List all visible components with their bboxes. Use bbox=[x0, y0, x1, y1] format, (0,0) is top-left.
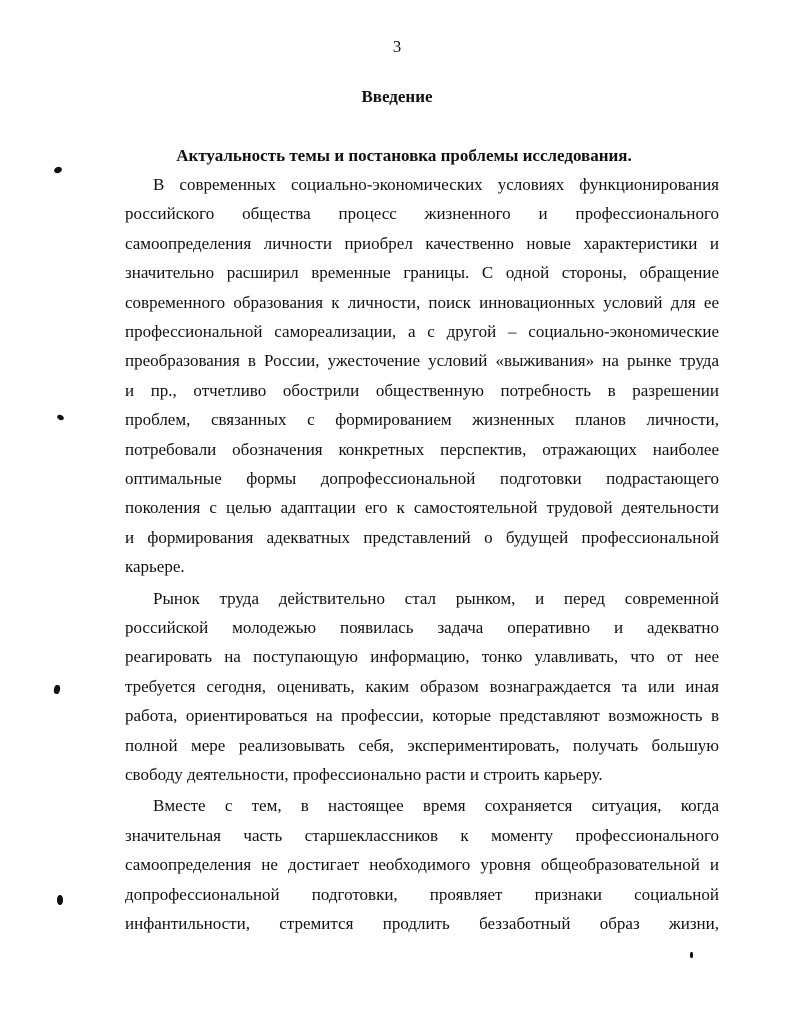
text-line: российской молодежью появилась задача оперативно и адекватно bbox=[125, 618, 719, 637]
text-line: и пр., отчетливо обострили общественную потребность в разрешении bbox=[125, 380, 719, 400]
text-line: инфантильности, стремится продлить беззаботный образ жизни, bbox=[125, 914, 719, 933]
text-line: преобразования в России, ужесточение условий «выживания» на рынке труда bbox=[125, 351, 719, 371]
text-line: потребовали обозначения конкретных перспектив, отражающих наиболее bbox=[125, 439, 719, 459]
section-heading: Актуальность темы и постановка проблемы исследования. bbox=[176, 146, 632, 165]
text-line: Рынок труда действительно стал рынком, и перед современной bbox=[153, 588, 719, 608]
text-line: значительно расширил временные границы. С одной стороны, обращение bbox=[125, 263, 719, 283]
text-line: допрофессиональной подготовки, проявляет признаки социальной bbox=[125, 884, 719, 904]
text-line: полной мере реализовывать себя, экспериментировать, получать большую bbox=[125, 735, 719, 755]
text-line: В современных социально-экономических условиях функционирования bbox=[153, 175, 719, 194]
text-line: работа, ориентироваться на профессии, которые представляют возможность в bbox=[125, 706, 719, 726]
text-line: поколения с целью адаптации его к самостоятельной трудовой деятельности bbox=[125, 498, 719, 518]
text-line: свободу деятельности, профессионально расти и строить карьеру. bbox=[125, 765, 603, 784]
text-line: современного образования к личности, поиск инновационных условий для ее bbox=[125, 292, 719, 312]
text-line: значительная часть старшеклассников к моменту профессионального bbox=[125, 825, 719, 845]
text-line: и формирования адекватных представлений о будущей профессиональной bbox=[125, 527, 719, 547]
scan-speck bbox=[57, 895, 63, 905]
text-line: карьере. bbox=[125, 557, 185, 577]
text-line: профессиональной самореализации, а с другой – социально-экономические bbox=[125, 322, 719, 341]
text-line: Вместе с тем, в настоящее время сохраняется ситуация, когда bbox=[153, 796, 719, 816]
scan-speck bbox=[690, 952, 693, 958]
scan-speck bbox=[56, 414, 64, 421]
text-line: реагировать на поступающую информацию, тонко улавливать, что от нее bbox=[125, 647, 719, 667]
page-title: Введение bbox=[361, 87, 433, 106]
text-line: оптимальные формы допрофессиональной подготовки подрастающего bbox=[125, 469, 719, 488]
page-number: 3 bbox=[392, 37, 402, 56]
text-line: самоопределения личности приобрел качественно новые характеристики и bbox=[125, 233, 719, 253]
text-line: самоопределения не достигает необходимого уровня общеобразовательной и bbox=[125, 855, 719, 875]
text-line: российского общества процесс жизненного и профессионального bbox=[125, 204, 719, 224]
text-line: проблем, связанных с формированием жизненных планов личности, bbox=[125, 410, 719, 430]
scan-speck bbox=[53, 685, 60, 695]
text-line: требуется сегодня, оценивать, каким образом вознаграждается та или иная bbox=[125, 676, 719, 696]
scan-speck bbox=[53, 166, 63, 174]
